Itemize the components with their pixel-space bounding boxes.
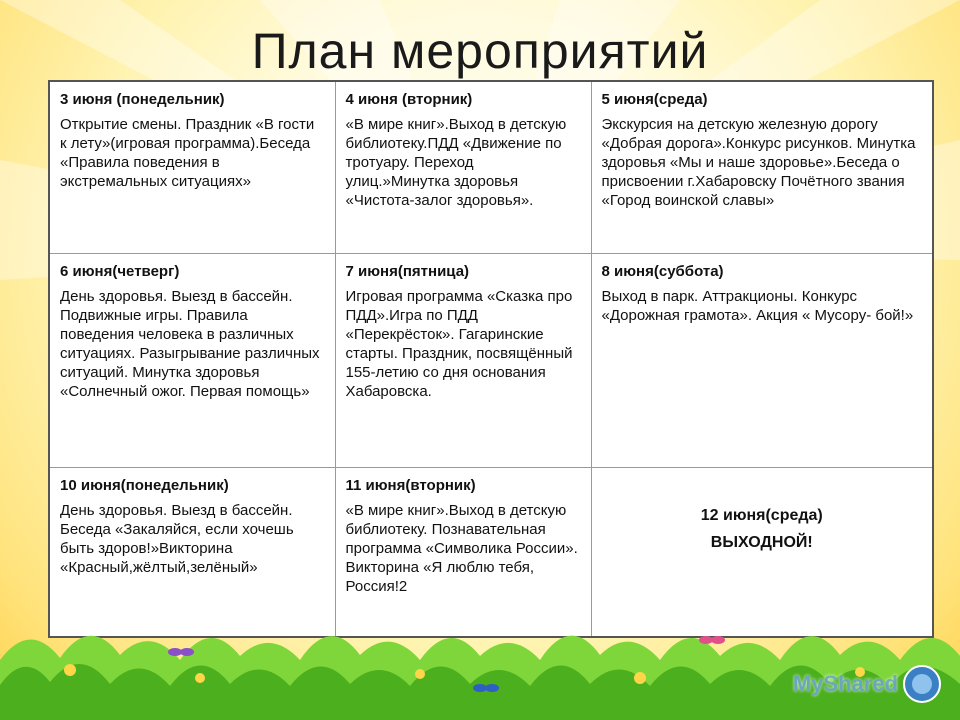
page-title: План мероприятий bbox=[251, 23, 709, 79]
watermark-text: MyShared bbox=[792, 671, 898, 696]
cell-text: Экскурсия на детскую железную дорогу «Добрая дорога».Конкурс рисунков. Минутка здоровья «Мы и наше здоровье».Беседа о присвоении г.Хабаровску Почётного звания «Город воинской славы» bbox=[601, 116, 916, 209]
table-cell bbox=[335, 253, 591, 467]
table-cell bbox=[591, 81, 933, 253]
cell-day: 7 июня(пятница) bbox=[345, 262, 470, 280]
cell-text: Открытие смены. Праздник «В гости к лету»(игровая программа).Беседа «Правила поведения в экстремальных ситуациях» bbox=[60, 116, 315, 190]
table-cell bbox=[49, 253, 335, 467]
table-row bbox=[49, 253, 933, 467]
cell-day: 5 июня(среда) bbox=[601, 91, 708, 108]
cell-day: 6 июня(четверг) bbox=[60, 262, 180, 280]
cell-day: 4 июня (вторник) bbox=[345, 91, 473, 108]
table-cell bbox=[591, 253, 933, 467]
cell-text: Выход в парк. Аттракционы. Конкурс «Дорожная грамота». Акция « Мусору- бой!» bbox=[601, 287, 914, 324]
cell-text: «В мире книг».Выход в детскую библиотеку. Познавательная программа «Символика России». Викторина «Я люблю тебя, Россия!2 bbox=[345, 501, 578, 595]
table-row bbox=[49, 81, 933, 253]
table-cell bbox=[49, 81, 335, 253]
cell-text: День здоровья. Выезд в бассейн. Подвижные игры. Правила поведения человека в различных ситуациях. Разыгрывание различных ситуаций. Минутка здоровья «Солнечный ожог. Первая помощь» bbox=[60, 287, 320, 400]
cell-day: 10 июня(понедельник) bbox=[60, 476, 229, 494]
cell-day: 8 июня(суббота) bbox=[601, 262, 724, 280]
watermark bbox=[793, 664, 942, 704]
cell-text: ВЫХОДНОЙ! bbox=[710, 533, 813, 551]
cell-text: Игровая программа «Сказка про ПДД».Игра по ПДД «Перекрёсток». Гагаринские старты. Праздник, посвящённый 155-летию со дня основания Хабаровска. bbox=[345, 287, 573, 400]
table-cell bbox=[335, 81, 591, 253]
watermark-logo-icon bbox=[902, 664, 942, 704]
cell-day: 11 июня(вторник) bbox=[345, 476, 476, 494]
cell-day: 12 июня(среда) bbox=[700, 506, 823, 524]
cell-day: 3 июня (понедельник) bbox=[60, 91, 225, 108]
cell-text: «В мире книг».Выход в детскую библиотеку.ПДД «Движение по тротуару. Переход улиц.»Минутка здоровья «Чистота-залог здоровья». bbox=[345, 116, 567, 209]
schedule-table bbox=[48, 80, 934, 638]
cell-text: День здоровья. Выезд в бассейн. Беседа «Закаляйся, если хочешь быть здоров!»Викторина «Красный,жёлтый,зелёный» bbox=[60, 501, 294, 576]
